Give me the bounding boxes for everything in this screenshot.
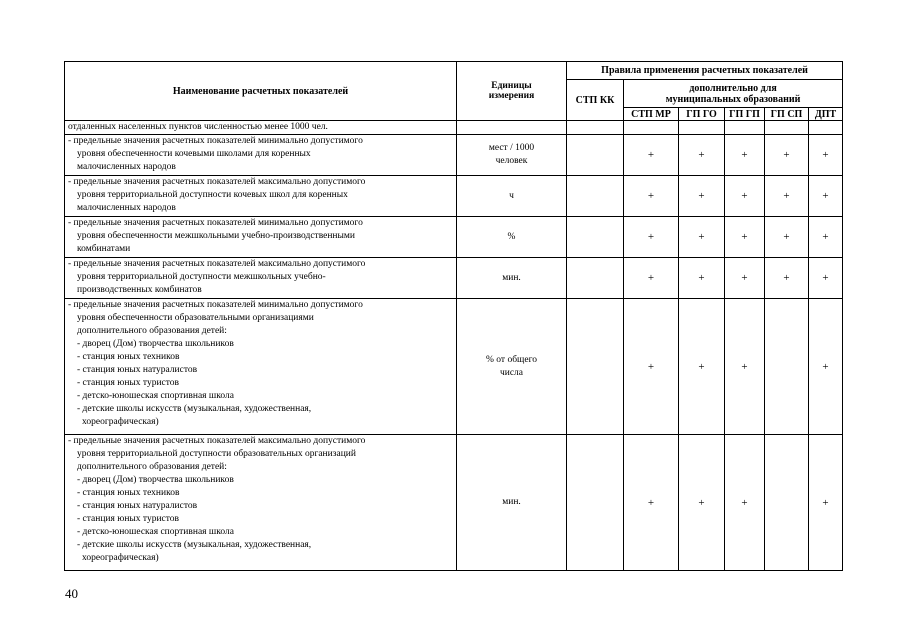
- stp-kk-cell: [567, 299, 624, 435]
- applicability-mark: +: [624, 258, 679, 299]
- header-subcolumn: ГП ГО: [679, 108, 725, 121]
- applicability-mark: +: [725, 299, 765, 435]
- applicability-mark: +: [809, 217, 843, 258]
- stp-kk-cell: [567, 121, 624, 135]
- description-line: - станция юных натуралистов: [77, 365, 198, 375]
- applicability-mark: +: [624, 435, 679, 571]
- page-number: 40: [65, 586, 78, 601]
- description-line: - предельные значения расчетных показателей минимально допустимого: [68, 218, 363, 228]
- stp-kk-cell: [567, 435, 624, 571]
- applicability-mark: +: [679, 217, 725, 258]
- stp-kk-cell: [567, 176, 624, 217]
- header-subcolumn: ГП ГП: [725, 108, 765, 121]
- table-row: [65, 435, 843, 571]
- description-line: - станция юных туристов: [77, 378, 180, 388]
- applicability-mark: [725, 121, 765, 135]
- unit-line: %: [507, 231, 516, 242]
- applicability-mark: [765, 435, 809, 571]
- applicability-mark: +: [725, 435, 765, 571]
- unit-line: мин.: [502, 497, 521, 507]
- table-row: [65, 299, 843, 435]
- description-line: - предельные значения расчетных показателей минимально допустимого: [68, 136, 363, 146]
- indicator-description: [65, 176, 457, 217]
- description-line: - станция юных техников: [77, 352, 180, 362]
- applicability-mark: [624, 121, 679, 135]
- table-body: [65, 121, 843, 571]
- indicator-description: [65, 135, 457, 176]
- description-line: - предельные значения расчетных показателей максимально допустимого: [68, 177, 366, 187]
- unit-cell: [457, 299, 567, 435]
- applicability-mark: +: [679, 135, 725, 176]
- description-line: хореографическая): [82, 417, 159, 427]
- applicability-mark: +: [809, 176, 843, 217]
- header-additional-line: муниципальных образований: [665, 93, 801, 105]
- applicability-mark: +: [624, 176, 679, 217]
- applicability-mark: [765, 299, 809, 435]
- unit-line: мест / 1000: [488, 143, 535, 153]
- description-line: - детско-юношеская спортивная школа: [77, 391, 234, 401]
- unit-line: мин.: [502, 272, 521, 283]
- table-row: [65, 121, 843, 135]
- description-line: - предельные значения расчетных показателей минимально допустимого: [68, 300, 363, 310]
- applicability-mark: +: [809, 135, 843, 176]
- unit-line: человек: [495, 156, 528, 166]
- description-line: уровня обеспеченности кочевыми школами для коренных: [77, 149, 311, 159]
- applicability-mark: +: [809, 258, 843, 299]
- table-row: [65, 176, 843, 217]
- indicator-description: [65, 121, 457, 135]
- unit-cell: [457, 217, 567, 258]
- description-line: уровня обеспеченности межшкольными учебно-производственными: [77, 231, 355, 241]
- description-line: отдаленных населенных пунктов численностью менее 1000 чел.: [68, 122, 328, 132]
- description-line: - станция юных натуралистов: [77, 501, 198, 511]
- applicability-mark: +: [679, 258, 725, 299]
- applicability-mark: +: [624, 135, 679, 176]
- description-line: уровня территориальной доступности кочевых школ для коренных: [77, 190, 348, 200]
- applicability-mark: +: [725, 135, 765, 176]
- header-unit-column: [457, 62, 567, 121]
- header-subcolumn: ДПТ: [809, 108, 843, 121]
- header-additional-line: дополнительно для: [689, 82, 777, 94]
- stp-kk-cell: [567, 217, 624, 258]
- applicability-mark: [765, 121, 809, 135]
- table-header: [65, 62, 843, 121]
- description-line: дополнительного образования детей:: [77, 326, 227, 336]
- header-name-column: Наименование расчетных показателей: [65, 62, 457, 121]
- applicability-mark: +: [809, 299, 843, 435]
- applicability-mark: [809, 121, 843, 135]
- table-row: [65, 258, 843, 299]
- description-line: уровня территориальной доступности межшкольных учебно-: [77, 272, 326, 282]
- header-unit-line: измерения: [488, 91, 535, 101]
- header-unit-line: Единицы: [491, 81, 532, 91]
- description-line: - детские школы искусств (музыкальная, художественная,: [77, 404, 312, 414]
- unit-cell: [457, 121, 567, 135]
- description-line: - детские школы искусств (музыкальная, художественная,: [77, 540, 312, 550]
- description-line: - станция юных туристов: [77, 514, 180, 524]
- indicator-description: [65, 258, 457, 299]
- description-line: уровня территориальной доступности образовательных организаций: [77, 449, 356, 459]
- table-row: [65, 135, 843, 176]
- applicability-mark: +: [679, 176, 725, 217]
- header-rules-group: Правила применения расчетных показателей: [567, 62, 843, 80]
- applicability-mark: +: [725, 217, 765, 258]
- applicability-mark: +: [765, 135, 809, 176]
- description-line: дополнительного образования детей:: [77, 462, 227, 472]
- table-row: [65, 217, 843, 258]
- description-line: - детско-юношеская спортивная школа: [77, 527, 234, 537]
- applicability-mark: +: [809, 435, 843, 571]
- indicator-description: [65, 435, 457, 571]
- unit-line: ч: [509, 190, 514, 201]
- applicability-mark: +: [765, 217, 809, 258]
- description-line: хореографическая): [82, 553, 159, 563]
- stp-kk-cell: [567, 258, 624, 299]
- applicability-mark: +: [765, 176, 809, 217]
- description-line: уровня обеспеченности образовательными организациями: [77, 313, 314, 323]
- applicability-mark: +: [725, 176, 765, 217]
- unit-line: числа: [499, 367, 524, 378]
- header-subcolumn: СТП МР: [624, 108, 679, 121]
- description-line: - предельные значения расчетных показателей максимально допустимого: [68, 259, 366, 269]
- indicator-description: [65, 299, 457, 435]
- unit-cell: [457, 258, 567, 299]
- header-subcolumn: ГП СП: [765, 108, 809, 121]
- unit-cell: [457, 135, 567, 176]
- description-line: - предельные значения расчетных показателей максимально допустимого: [68, 436, 366, 446]
- description-line: комбинатами: [77, 244, 131, 254]
- applicability-mark: [679, 121, 725, 135]
- applicability-mark: +: [624, 299, 679, 435]
- unit-cell: [457, 435, 567, 571]
- applicability-mark: +: [679, 299, 725, 435]
- unit-cell: [457, 176, 567, 217]
- indicators-table: [64, 61, 843, 571]
- applicability-mark: +: [765, 258, 809, 299]
- applicability-mark: +: [624, 217, 679, 258]
- applicability-mark: +: [725, 258, 765, 299]
- description-line: производственных комбинатов: [77, 285, 202, 295]
- indicator-description: [65, 217, 457, 258]
- description-line: малочисленных народов: [77, 203, 176, 213]
- header-additional-municipal: [624, 80, 843, 108]
- header-stp-kk: СТП КК: [567, 80, 624, 121]
- description-line: малочисленных народов: [77, 162, 176, 172]
- applicability-mark: +: [679, 435, 725, 571]
- unit-line: % от общего: [486, 354, 537, 365]
- stp-kk-cell: [567, 135, 624, 176]
- description-line: - дворец (Дом) творчества школьников: [77, 339, 234, 349]
- description-line: - дворец (Дом) творчества школьников: [77, 475, 234, 485]
- description-line: - станция юных техников: [77, 488, 180, 498]
